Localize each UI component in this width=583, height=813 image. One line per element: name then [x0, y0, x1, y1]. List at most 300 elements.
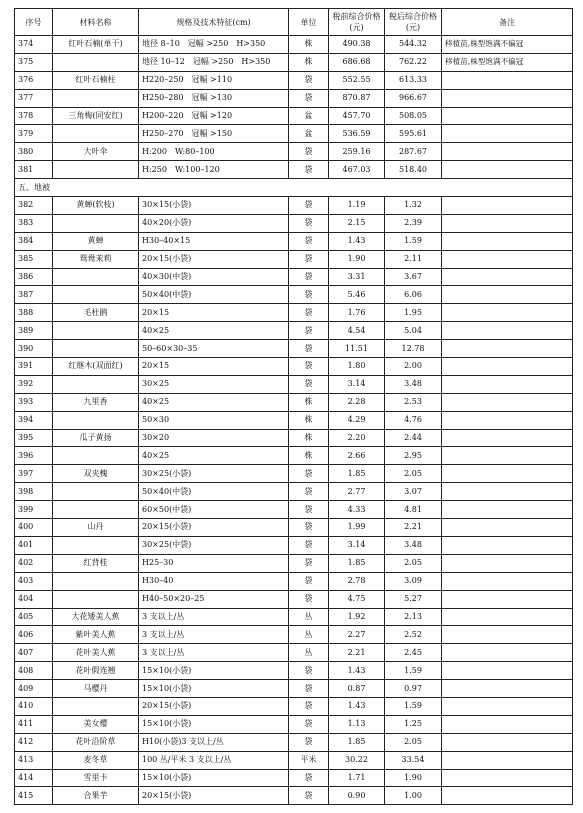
cell-unit: 袋 [289, 268, 329, 286]
cell-post-tax-price: 2.05 [385, 465, 442, 483]
cell-unit: 袋 [289, 232, 329, 250]
cell-note [442, 447, 573, 465]
cell-spec: H:250 W:100–120 [139, 161, 289, 179]
table-row [15, 536, 573, 554]
cell-no: 389 [15, 322, 53, 340]
cell-unit: 袋 [289, 214, 329, 232]
cell-no: 377 [15, 89, 53, 107]
header-note: 备注 [442, 9, 573, 36]
cell-name [53, 268, 139, 286]
cell-no: 396 [15, 447, 53, 465]
cell-spec: 20×15(小袋) [139, 787, 289, 805]
cell-note [442, 608, 573, 626]
table-row [15, 375, 573, 393]
cell-note [442, 572, 573, 590]
cell-no: 375 [15, 53, 53, 71]
cell-post-tax-price: 2.45 [385, 644, 442, 662]
cell-name: 大花矮美人蕉 [53, 608, 139, 626]
cell-name: 花叶沿阶草 [53, 733, 139, 751]
header-post-tax-price: 税后综合价格(元) [385, 9, 442, 36]
table-row [15, 608, 573, 626]
cell-name [53, 536, 139, 554]
cell-no: 404 [15, 590, 53, 608]
table-row [15, 322, 573, 340]
cell-note [442, 393, 573, 411]
cell-name [53, 286, 139, 304]
cell-spec: H220–250 冠幅 >110 [139, 71, 289, 89]
table-row [15, 787, 573, 805]
cell-pre-tax-price: 4.54 [329, 322, 385, 340]
cell-no: 394 [15, 411, 53, 429]
cell-name [53, 53, 139, 71]
cell-note [442, 411, 573, 429]
cell-pre-tax-price: 1.92 [329, 608, 385, 626]
cell-pre-tax-price: 4.75 [329, 590, 385, 608]
cell-no: 386 [15, 268, 53, 286]
cell-spec: 50×40(中袋) [139, 286, 289, 304]
cell-post-tax-price: 1.59 [385, 697, 442, 715]
cell-note [442, 644, 573, 662]
cell-note [442, 197, 573, 215]
cell-pre-tax-price: 3.14 [329, 536, 385, 554]
cell-spec: 3 支以上/丛 [139, 626, 289, 644]
cell-post-tax-price: 2.52 [385, 626, 442, 644]
cell-post-tax-price: 1.32 [385, 197, 442, 215]
cell-unit: 袋 [289, 340, 329, 358]
cell-post-tax-price: 33.54 [385, 751, 442, 769]
cell-note: 移植苗,株型饱满不偏冠 [442, 53, 573, 71]
cell-no: 381 [15, 161, 53, 179]
cell-post-tax-price: 3.48 [385, 375, 442, 393]
cell-post-tax-price: 4.81 [385, 501, 442, 519]
cell-spec: 50–60×30–35 [139, 340, 289, 358]
table-row [15, 143, 573, 161]
table-row [15, 36, 573, 54]
cell-unit: 袋 [289, 161, 329, 179]
cell-unit: 袋 [289, 733, 329, 751]
table-row [15, 697, 573, 715]
cell-note [442, 697, 573, 715]
table-row [15, 53, 573, 71]
cell-post-tax-price: 762.22 [385, 53, 442, 71]
cell-post-tax-price: 2.21 [385, 519, 442, 537]
cell-note [442, 715, 573, 733]
cell-name: 九里香 [53, 393, 139, 411]
cell-spec: H250–270 冠幅 >150 [139, 125, 289, 143]
cell-spec: 30×25(小袋) [139, 465, 289, 483]
cell-pre-tax-price: 870.87 [329, 89, 385, 107]
cell-post-tax-price: 2.11 [385, 250, 442, 268]
cell-name: 三角梅(同安红) [53, 107, 139, 125]
table-row [15, 161, 573, 179]
cell-unit: 袋 [289, 715, 329, 733]
cell-name: 双夹槐 [53, 465, 139, 483]
cell-pre-tax-price: 1.13 [329, 715, 385, 733]
cell-no: 378 [15, 107, 53, 125]
cell-pre-tax-price: 457.70 [329, 107, 385, 125]
cell-name: 花叶美人蕉 [53, 644, 139, 662]
table-row [15, 715, 573, 733]
cell-note [442, 89, 573, 107]
cell-spec: 60×50(中袋) [139, 501, 289, 519]
cell-unit: 袋 [289, 501, 329, 519]
cell-post-tax-price: 2.39 [385, 214, 442, 232]
cell-post-tax-price: 518.40 [385, 161, 442, 179]
table-row [15, 393, 573, 411]
cell-name: 黄蝉(软枝) [53, 197, 139, 215]
cell-post-tax-price: 5.27 [385, 590, 442, 608]
cell-pre-tax-price: 1.85 [329, 554, 385, 572]
cell-no: 399 [15, 501, 53, 519]
table-row [15, 250, 573, 268]
cell-pre-tax-price: 0.87 [329, 680, 385, 698]
header-spec: 规格及技术特征(cm) [139, 9, 289, 36]
cell-post-tax-price: 1.95 [385, 304, 442, 322]
cell-spec: 15×10(小袋) [139, 662, 289, 680]
cell-name [53, 697, 139, 715]
table-row [15, 411, 573, 429]
cell-pre-tax-price: 1.76 [329, 304, 385, 322]
cell-name [53, 125, 139, 143]
cell-unit: 袋 [289, 590, 329, 608]
cell-post-tax-price: 2.05 [385, 733, 442, 751]
header-pre-tax-price: 税前综合价格(元) [329, 9, 385, 36]
cell-spec: 100 丛/平米 3 支以上/丛 [139, 751, 289, 769]
cell-spec: 15×10(小袋) [139, 769, 289, 787]
cell-pre-tax-price: 2.15 [329, 214, 385, 232]
cell-pre-tax-price: 1.99 [329, 519, 385, 537]
cell-no: 380 [15, 143, 53, 161]
cell-pre-tax-price: 2.66 [329, 447, 385, 465]
table-row [15, 107, 573, 125]
section-row [15, 179, 573, 197]
cell-name [53, 322, 139, 340]
cell-spec: 20×15 [139, 304, 289, 322]
cell-note [442, 429, 573, 447]
table-row [15, 590, 573, 608]
cell-pre-tax-price: 490.38 [329, 36, 385, 54]
cell-spec: 40×25 [139, 393, 289, 411]
cell-post-tax-price: 5.04 [385, 322, 442, 340]
cell-post-tax-price: 544.32 [385, 36, 442, 54]
table-row [15, 358, 573, 376]
cell-unit: 袋 [289, 483, 329, 501]
cell-spec: 15×10(小袋) [139, 715, 289, 733]
cell-unit: 袋 [289, 787, 329, 805]
header-row [15, 9, 573, 36]
table-row [15, 662, 573, 680]
cell-unit: 株 [289, 429, 329, 447]
cell-name [53, 572, 139, 590]
cell-pre-tax-price: 1.43 [329, 232, 385, 250]
cell-name: 红背桂 [53, 554, 139, 572]
cell-unit: 袋 [289, 769, 329, 787]
cell-no: 390 [15, 340, 53, 358]
cell-spec: 40×30(中袋) [139, 268, 289, 286]
cell-no: 382 [15, 197, 53, 215]
cell-note [442, 71, 573, 89]
table-row [15, 572, 573, 590]
table-row [15, 214, 573, 232]
cell-no: 409 [15, 680, 53, 698]
cell-note [442, 250, 573, 268]
cell-note [442, 751, 573, 769]
cell-pre-tax-price: 1.90 [329, 250, 385, 268]
cell-spec: H30–40 [139, 572, 289, 590]
cell-note [442, 590, 573, 608]
cell-pre-tax-price: 2.27 [329, 626, 385, 644]
cell-pre-tax-price: 1.80 [329, 358, 385, 376]
table-row [15, 519, 573, 537]
cell-no: 392 [15, 375, 53, 393]
cell-unit: 袋 [289, 554, 329, 572]
cell-unit: 袋 [289, 304, 329, 322]
cell-spec: H200–220 冠幅 >120 [139, 107, 289, 125]
cell-unit: 丛 [289, 626, 329, 644]
table-row [15, 733, 573, 751]
table-row [15, 197, 573, 215]
section-title: 五、地被 [15, 179, 573, 197]
cell-pre-tax-price: 2.77 [329, 483, 385, 501]
page [14, 8, 572, 805]
cell-pre-tax-price: 3.14 [329, 375, 385, 393]
cell-unit: 株 [289, 411, 329, 429]
table-row [15, 465, 573, 483]
cell-unit: 袋 [289, 89, 329, 107]
cell-note [442, 769, 573, 787]
cell-note [442, 501, 573, 519]
table-row [15, 751, 573, 769]
cell-note [442, 143, 573, 161]
cell-pre-tax-price: 259.16 [329, 143, 385, 161]
cell-note [442, 358, 573, 376]
cell-spec: 40×25 [139, 447, 289, 465]
cell-note: 移植苗,株型饱满不偏冠 [442, 36, 573, 54]
cell-unit: 袋 [289, 143, 329, 161]
cell-spec: H40–50×20–25 [139, 590, 289, 608]
table-row [15, 447, 573, 465]
cell-spec: 20×15(小袋) [139, 250, 289, 268]
cell-spec: 30×25(中袋) [139, 536, 289, 554]
cell-post-tax-price: 2.05 [385, 554, 442, 572]
cell-spec: 20×15(小袋) [139, 519, 289, 537]
cell-no: 412 [15, 733, 53, 751]
cell-pre-tax-price: 1.43 [329, 662, 385, 680]
cell-no: 400 [15, 519, 53, 537]
cell-unit: 袋 [289, 697, 329, 715]
cell-note [442, 322, 573, 340]
cell-name [53, 501, 139, 519]
cell-unit: 袋 [289, 358, 329, 376]
cell-post-tax-price: 3.48 [385, 536, 442, 554]
cell-no: 406 [15, 626, 53, 644]
table-body [15, 36, 573, 805]
cell-note [442, 536, 573, 554]
cell-note [442, 554, 573, 572]
cell-pre-tax-price: 686.68 [329, 53, 385, 71]
cell-pre-tax-price: 552.55 [329, 71, 385, 89]
cell-name: 花叶假连翘 [53, 662, 139, 680]
cell-post-tax-price: 12.78 [385, 340, 442, 358]
cell-pre-tax-price: 1.71 [329, 769, 385, 787]
cell-pre-tax-price: 2.21 [329, 644, 385, 662]
table-row [15, 71, 573, 89]
cell-pre-tax-price: 1.43 [329, 697, 385, 715]
cell-no: 402 [15, 554, 53, 572]
cell-name: 大叶伞 [53, 143, 139, 161]
cell-name [53, 483, 139, 501]
cell-name [53, 340, 139, 358]
cell-name: 黄蝉 [53, 232, 139, 250]
cell-unit: 袋 [289, 572, 329, 590]
cell-unit: 袋 [289, 197, 329, 215]
cell-pre-tax-price: 11.51 [329, 340, 385, 358]
cell-note [442, 340, 573, 358]
table-header [15, 9, 573, 36]
cell-post-tax-price: 6.06 [385, 286, 442, 304]
cell-name [53, 447, 139, 465]
cell-note [442, 304, 573, 322]
table-row [15, 125, 573, 143]
cell-spec: H30–40×15 [139, 232, 289, 250]
header-unit: 单位 [289, 9, 329, 36]
cell-note [442, 214, 573, 232]
cell-unit: 盆 [289, 107, 329, 125]
cell-pre-tax-price: 3.31 [329, 268, 385, 286]
cell-no: 376 [15, 71, 53, 89]
cell-unit: 袋 [289, 71, 329, 89]
cell-pre-tax-price: 2.20 [329, 429, 385, 447]
cell-note [442, 733, 573, 751]
cell-post-tax-price: 2.53 [385, 393, 442, 411]
cell-note [442, 375, 573, 393]
cell-spec: H:200 W:80–100 [139, 143, 289, 161]
header-name: 材料名称 [53, 9, 139, 36]
table-row [15, 769, 573, 787]
cell-no: 383 [15, 214, 53, 232]
cell-spec: H25–30 [139, 554, 289, 572]
cell-spec: H10(小袋)3 支以上/丛 [139, 733, 289, 751]
cell-no: 391 [15, 358, 53, 376]
cell-pre-tax-price: 0.90 [329, 787, 385, 805]
cell-note [442, 232, 573, 250]
cell-unit: 丛 [289, 644, 329, 662]
price-table [14, 8, 573, 805]
cell-post-tax-price: 1.59 [385, 232, 442, 250]
cell-name: 雪里卡 [53, 769, 139, 787]
cell-note [442, 680, 573, 698]
cell-pre-tax-price: 1.85 [329, 465, 385, 483]
cell-name [53, 161, 139, 179]
cell-post-tax-price: 966.67 [385, 89, 442, 107]
cell-post-tax-price: 3.67 [385, 268, 442, 286]
cell-post-tax-price: 2.13 [385, 608, 442, 626]
cell-spec: 地径 10–12 冠幅 >250 H>350 [139, 53, 289, 71]
cell-post-tax-price: 4.76 [385, 411, 442, 429]
cell-unit: 袋 [289, 536, 329, 554]
cell-unit: 株 [289, 393, 329, 411]
cell-spec: 地径 8–10 冠幅 >250 H>350 [139, 36, 289, 54]
cell-post-tax-price: 595.61 [385, 125, 442, 143]
cell-pre-tax-price: 536.59 [329, 125, 385, 143]
cell-no: 388 [15, 304, 53, 322]
cell-spec: 20×15(小袋) [139, 697, 289, 715]
cell-no: 397 [15, 465, 53, 483]
cell-pre-tax-price: 2.28 [329, 393, 385, 411]
cell-no: 398 [15, 483, 53, 501]
cell-post-tax-price: 287.67 [385, 143, 442, 161]
cell-post-tax-price: 2.00 [385, 358, 442, 376]
cell-spec: 50×40(中袋) [139, 483, 289, 501]
cell-name [53, 411, 139, 429]
cell-post-tax-price: 1.00 [385, 787, 442, 805]
cell-post-tax-price: 508.05 [385, 107, 442, 125]
cell-name: 麦冬草 [53, 751, 139, 769]
cell-name [53, 590, 139, 608]
cell-post-tax-price: 3.07 [385, 483, 442, 501]
header-no: 序号 [15, 9, 53, 36]
cell-note [442, 787, 573, 805]
table-row [15, 429, 573, 447]
cell-spec: 30×20 [139, 429, 289, 447]
table-row [15, 644, 573, 662]
cell-spec: 50×30 [139, 411, 289, 429]
cell-post-tax-price: 1.25 [385, 715, 442, 733]
cell-no: 405 [15, 608, 53, 626]
table-row [15, 626, 573, 644]
cell-pre-tax-price: 1.85 [329, 733, 385, 751]
cell-post-tax-price: 3.09 [385, 572, 442, 590]
cell-no: 408 [15, 662, 53, 680]
table-row [15, 483, 573, 501]
cell-name: 红叶石楠(单干) [53, 36, 139, 54]
cell-pre-tax-price: 30.22 [329, 751, 385, 769]
cell-no: 393 [15, 393, 53, 411]
cell-post-tax-price: 0.97 [385, 680, 442, 698]
cell-pre-tax-price: 2.78 [329, 572, 385, 590]
cell-no: 385 [15, 250, 53, 268]
table-row [15, 268, 573, 286]
cell-no: 379 [15, 125, 53, 143]
cell-unit: 袋 [289, 250, 329, 268]
cell-unit: 袋 [289, 375, 329, 393]
cell-unit: 袋 [289, 519, 329, 537]
cell-unit: 平米 [289, 751, 329, 769]
cell-unit: 盆 [289, 125, 329, 143]
cell-post-tax-price: 2.44 [385, 429, 442, 447]
cell-pre-tax-price: 467.03 [329, 161, 385, 179]
cell-note [442, 286, 573, 304]
cell-spec: 40×20(小袋) [139, 214, 289, 232]
table-row [15, 501, 573, 519]
cell-name: 山丹 [53, 519, 139, 537]
cell-post-tax-price: 2.95 [385, 447, 442, 465]
table-row [15, 89, 573, 107]
cell-name: 紫叶美人蕉 [53, 626, 139, 644]
cell-spec: 20×15 [139, 358, 289, 376]
cell-name: 合果芋 [53, 787, 139, 805]
cell-post-tax-price: 1.59 [385, 662, 442, 680]
cell-name [53, 375, 139, 393]
cell-note [442, 268, 573, 286]
table-row [15, 340, 573, 358]
cell-no: 384 [15, 232, 53, 250]
cell-unit: 株 [289, 53, 329, 71]
cell-unit: 袋 [289, 680, 329, 698]
cell-note [442, 465, 573, 483]
cell-no: 374 [15, 36, 53, 54]
cell-name: 红叶石楠柱 [53, 71, 139, 89]
